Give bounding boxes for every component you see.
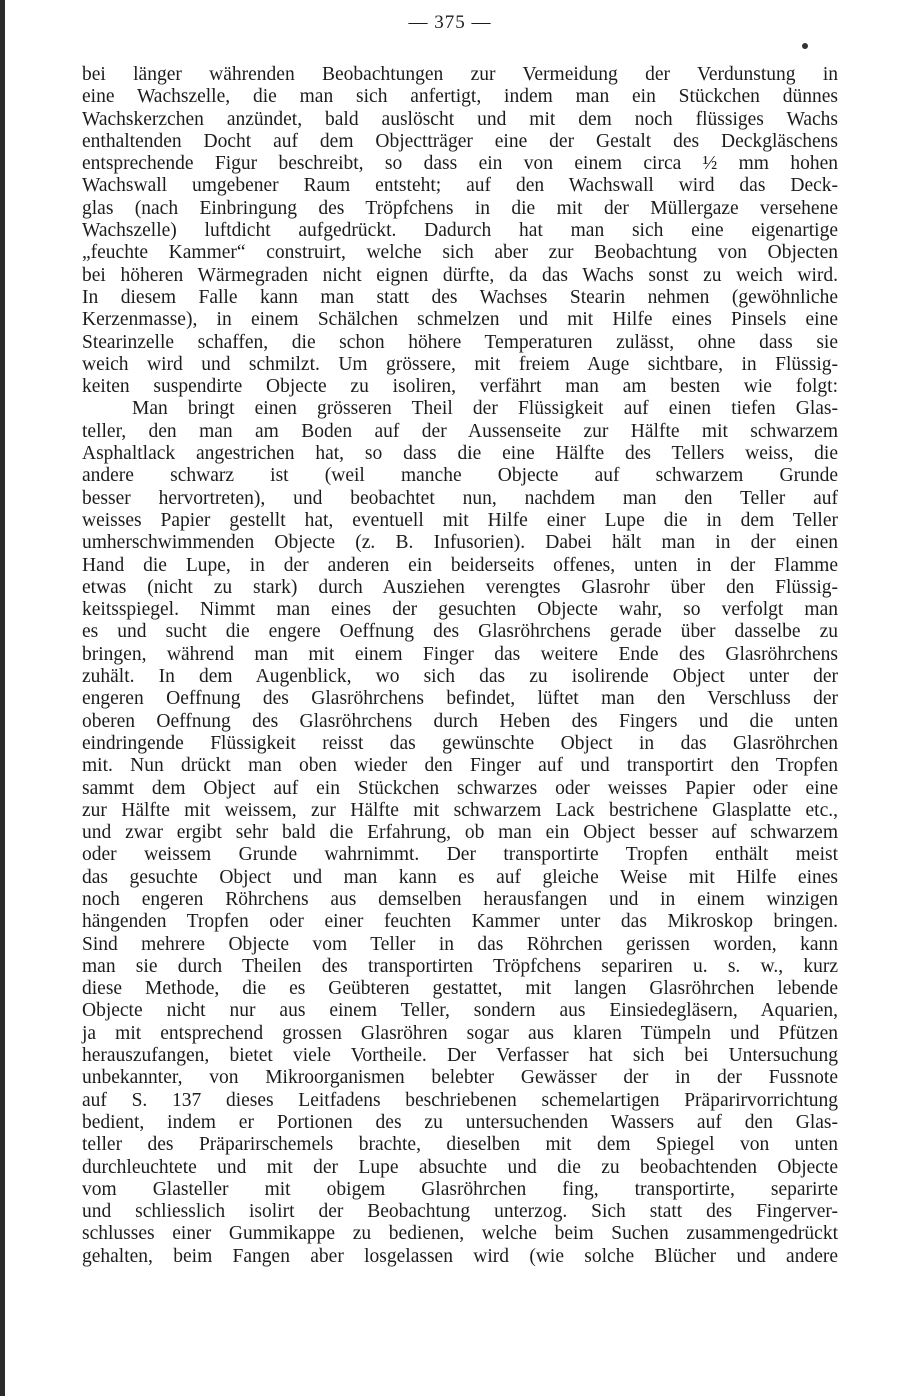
text-line: glas (nach Einbringung des Tröpfchens in die mit der Müllergaze versehene (82, 197, 838, 219)
text-line: teller des Präparirschemels brachte, dieselben mit dem Spiegel von unten (82, 1134, 838, 1156)
text-line: unbekannter, von Mikroorganismen belebter Gewässer der in der Fussnote (82, 1067, 838, 1089)
text-line: enthaltenden Docht auf dem Objectträger eine der Gestalt des Deckgläschens (82, 130, 838, 152)
text-line: eine Wachszelle, die man sich anfertigt, indem man ein Stückchen dünnes (82, 86, 838, 108)
text-line: gehalten, beim Fangen aber losgelassen wird (wie solche Blücher und andere (82, 1245, 838, 1267)
text-line: entsprechende Figur beschreibt, so dass ein von einem circa ½ mm hohen (82, 153, 838, 175)
text-line: bedient, indem er Portionen des zu untersuchenden Wassers auf den Glas- (82, 1111, 838, 1133)
text-line: zur Hälfte mit weissem, zur Hälfte mit schwarzem Lack bestrichene Glasplatte etc., (82, 799, 838, 821)
text-line: oberen Oeffnung des Glasröhrchens durch Heben des Fingers und die unten (82, 710, 838, 732)
text-line: diese Methode, die es Geübteren gestattet, mit langen Glasröhrchen lebende (82, 978, 838, 1000)
text-line: sammt dem Object auf ein Stückchen schwarzes oder weisses Papier oder eine (82, 777, 838, 799)
text-line: umherschwimmenden Objecte (z. B. Infusorien). Dabei hält man in der einen (82, 532, 838, 554)
text-line: Wachswall umgebener Raum entsteht; auf den Wachswall wird das Deck- (82, 175, 838, 197)
page-number: — 375 — (408, 12, 492, 33)
paragraph-start-line: Man bringt einen grösseren Theil der Flüssigkeit auf einen tiefen Glas- (132, 398, 838, 420)
text-line: ja mit entsprechend grossen Glasröhren sogar aus klaren Tümpeln und Pfützen (82, 1022, 838, 1044)
text-line: schlusses einer Gummikappe zu bedienen, welche beim Suchen zusammengedrückt (82, 1223, 838, 1245)
text-line: bei länger währenden Beobachtungen zur Vermeidung der Verdunstung in (82, 64, 838, 85)
scan-gutter-edge (0, 0, 5, 1396)
text-line: und zwar ergibt sehr bald die Erfahrung, ob man ein Object besser auf schwarzem (82, 822, 838, 844)
text-line: zuhält. In dem Augenblick, wo sich das zu isolirende Object unter der (82, 666, 838, 688)
text-line: Wachszelle) luftdicht aufgedrückt. Dadurch hat man sich eine eigenartige (82, 220, 838, 242)
text-line: hängenden Tropfen oder einer feuchten Kammer unter das Mikroskop bringen. (82, 911, 838, 933)
text-line: auf S. 137 dieses Leitfadens beschriebenen schemelartigen Präparirvorrichtung (82, 1089, 838, 1111)
text-line: bringen, während man mit einem Finger das weitere Ende des Glasröhrchens (82, 643, 838, 665)
text-line: weich wird und schmilzt. Um grössere, mit freiem Auge sichtbare, in Flüssig- (82, 353, 838, 375)
text-line: teller, den man am Boden auf der Aussenseite zur Hälfte mit schwarzem (82, 420, 838, 442)
text-line: Stearinzelle schaffen, die schon höhere Temperaturen zulässt, ohne dass sie (82, 331, 838, 353)
text-line: weisses Papier gestellt hat, eventuell mit Hilfe einer Lupe die in dem Teller (82, 509, 838, 531)
text-line: es und sucht die engere Oeffnung des Glasröhrchens gerade über dasselbe zu (82, 621, 838, 643)
ink-dot (802, 43, 808, 49)
text-line: das gesuchte Object und man kann es auf gleiche Weise mit Hilfe eines (82, 866, 838, 888)
text-line: oder weissem Grunde wahrnimmt. Der transportirte Tropfen enthält meist (82, 844, 838, 866)
text-line: noch engeren Röhrchens aus demselben herausfangen und in einem winzigen (82, 888, 838, 910)
text-line: man sie durch Theilen des transportirten Tröpfchens separiren u. s. w., kurz (82, 955, 838, 977)
text-line: keitsspiegel. Nimmt man eines der gesuchten Objecte wahr, so verfolgt man (82, 599, 838, 621)
text-line: Objecte nicht nur aus einem Teller, sondern aus Einsiedegläsern, Aquarien, (82, 1000, 838, 1022)
text-line: Asphaltlack angestrichen hat, so dass die eine Hälfte des Tellers weiss, die (82, 443, 838, 465)
text-line: engeren Oeffnung des Glasröhrchens befindet, lüftet man den Verschluss der (82, 688, 838, 710)
text-line: besser hervortreten), und beobachtet nun, nachdem man den Teller auf (82, 487, 838, 509)
text-line: und schliesslich isolirt der Beobachtung unterzog. Sich statt des Fingerver- (82, 1201, 838, 1223)
text-line: Kerzenmasse), in einem Schälchen schmelzen und mit Hilfe eines Pinsels eine (82, 309, 838, 331)
text-line: keiten suspendirte Objecte zu isoliren, verfährt man am besten wie folgt: (82, 376, 838, 398)
body-text (82, 64, 838, 1268)
text-line: In diesem Falle kann man statt des Wachses Stearin nehmen (gewöhnliche (82, 286, 838, 308)
text-line: durchleuchtete und mit der Lupe absuchte und die zu beobachtenden Objecte (82, 1156, 838, 1178)
text-line: eindringende Flüssigkeit reisst das gewünschte Object in das Glasröhrchen (82, 732, 838, 754)
text-line: „feuchte Kammer“ construirt, welche sich aber zur Beobachtung von Objecten (82, 242, 838, 264)
text-line: andere schwarz ist (weil manche Objecte auf schwarzem Grunde (82, 465, 838, 487)
text-line: Hand die Lupe, in der anderen ein beiderseits offenes, unten in der Flamme (82, 554, 838, 576)
text-line: Sind mehrere Objecte vom Teller in das Röhrchen gerissen worden, kann (82, 933, 838, 955)
text-line: herauszufangen, bietet viele Vortheile. Der Verfasser hat sich bei Untersuchung (82, 1045, 838, 1067)
text-line: bei höheren Wärmegraden nicht eignen dürfte, da das Wachs sonst zu weich wird. (82, 264, 838, 286)
text-line: etwas (nicht zu stark) durch Ausziehen verengtes Glasrohr über den Flüssig- (82, 576, 838, 598)
text-line: mit. Nun drückt man oben wieder den Finger auf und transportirt den Tropfen (82, 755, 838, 777)
text-line: vom Glasteller mit obigem Glasröhrchen fing, transportirte, separirte (82, 1178, 838, 1200)
text-line: Wachskerzchen anzündet, bald auslöscht und mit dem noch flüssiges Wachs (82, 108, 838, 130)
